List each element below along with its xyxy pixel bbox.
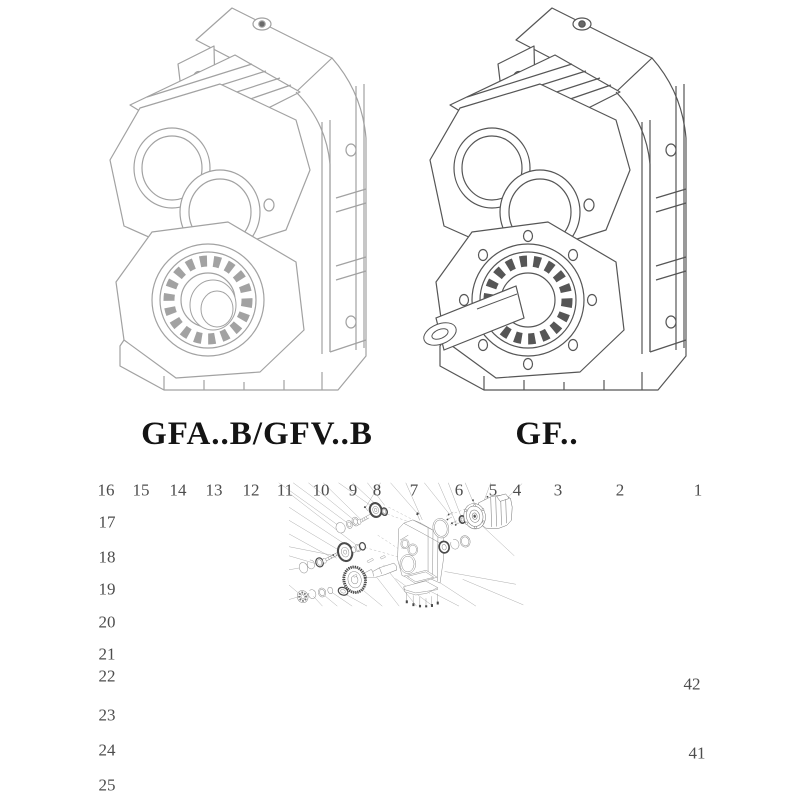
pan-bolts xyxy=(406,593,439,607)
callout-14: 14 xyxy=(169,480,187,500)
callout-22: 22 xyxy=(98,666,116,686)
callout-9: 9 xyxy=(348,480,358,500)
washer xyxy=(327,587,333,595)
callout-20: 20 xyxy=(98,612,116,632)
motor-bolts xyxy=(447,512,461,526)
callout-13: 13 xyxy=(205,480,223,500)
callout-11: 11 xyxy=(276,480,294,500)
callout-42: 42 xyxy=(683,674,701,694)
callout-3: 3 xyxy=(553,480,563,500)
callout-4: 4 xyxy=(512,480,522,500)
callout-21: 21 xyxy=(98,644,116,664)
callout-41: 41 xyxy=(688,743,706,763)
key-1 xyxy=(367,558,374,563)
callout-16: 16 xyxy=(97,480,115,500)
output-bearing-row xyxy=(296,586,349,604)
callout-19: 19 xyxy=(98,579,116,599)
callout-25: 25 xyxy=(98,775,116,795)
gearbox-drawing-gf xyxy=(415,0,720,400)
callout-6: 6 xyxy=(454,480,464,500)
input-shaft-assembly xyxy=(335,502,389,535)
exploded-parts-diagram xyxy=(0,470,800,800)
callout-18: 18 xyxy=(98,547,116,567)
gearbox-drawing-gfab-gfvb xyxy=(95,0,400,400)
model-label-gf: GF.. xyxy=(515,416,579,452)
circlip-2 xyxy=(307,589,317,600)
key-2 xyxy=(380,555,385,559)
callout-15: 15 xyxy=(132,480,150,500)
callout-17: 17 xyxy=(98,512,116,532)
callout-10: 10 xyxy=(312,480,330,500)
callout-7: 7 xyxy=(409,480,419,500)
hollow-shaft-bore-inner xyxy=(201,291,233,327)
callout-2: 2 xyxy=(615,480,625,500)
callout-8: 8 xyxy=(372,480,382,500)
model-label-gfab-gfvb: GFA..B/GFV..B xyxy=(141,416,373,452)
closing-cap xyxy=(335,521,347,534)
callout-12: 12 xyxy=(242,480,260,500)
end-cap xyxy=(298,561,309,574)
callout-24: 24 xyxy=(98,740,116,760)
oil-pan-cover xyxy=(404,581,438,595)
callout-5: 5 xyxy=(488,480,498,500)
circlip-3 xyxy=(450,538,460,550)
pinion-shaft xyxy=(357,514,371,525)
callout-23: 23 xyxy=(98,705,116,725)
callout-1: 1 xyxy=(693,480,703,500)
motor xyxy=(462,494,513,531)
